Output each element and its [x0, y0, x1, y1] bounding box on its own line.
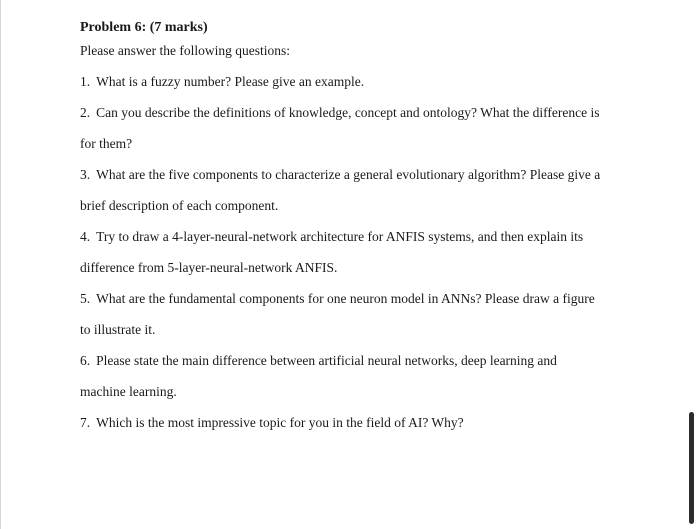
question-text: Which is the most impressive topic for you in the field of AI? Why? — [96, 415, 464, 430]
question-number: 1. — [80, 74, 91, 89]
question-number: 6. — [80, 353, 91, 368]
question-text: Can you describe the definitions of knowledge, concept and ontology? What the difference is — [96, 105, 600, 120]
question-6 — [80, 345, 660, 376]
question-4 — [80, 221, 660, 252]
question-text: What are the fundamental components for one neuron model in ANNs? Please draw a figure — [96, 291, 595, 306]
page-left-edge — [0, 0, 1, 529]
question-7 — [80, 407, 660, 438]
question-text: What is a fuzzy number? Please give an example. — [96, 74, 365, 89]
question-5-continued: to illustrate it. — [80, 322, 156, 337]
problem-title: Problem 6: (7 marks) — [80, 20, 208, 35]
question-text: What are the five components to characterize a general evolutionary algorithm? Please give a — [96, 167, 601, 182]
question-5 — [80, 283, 660, 314]
question-6-continued: machine learning. — [80, 384, 177, 399]
question-number: 2. — [80, 105, 91, 120]
question-number: 4. — [80, 229, 91, 244]
question-2 — [80, 97, 660, 128]
question-text: Please state the main difference between artificial neural networks, deep learning and — [96, 353, 557, 368]
question-2-continued: for them? — [80, 136, 133, 151]
scrollbar-thumb[interactable] — [689, 412, 694, 524]
document-body — [80, 19, 660, 438]
question-text: Try to draw a 4-layer-neural-network architecture for ANFIS systems, and then explain its — [96, 229, 584, 244]
question-number: 5. — [80, 291, 91, 306]
question-list — [80, 66, 660, 438]
question-number: 7. — [80, 415, 91, 430]
question-3-continued: brief description of each component. — [80, 198, 279, 213]
question-3 — [80, 159, 660, 190]
question-number: 3. — [80, 167, 91, 182]
problem-intro: Please answer the following questions: — [80, 43, 290, 58]
question-4-continued: difference from 5-layer-neural-network ANFIS. — [80, 260, 338, 275]
question-1 — [80, 66, 660, 97]
